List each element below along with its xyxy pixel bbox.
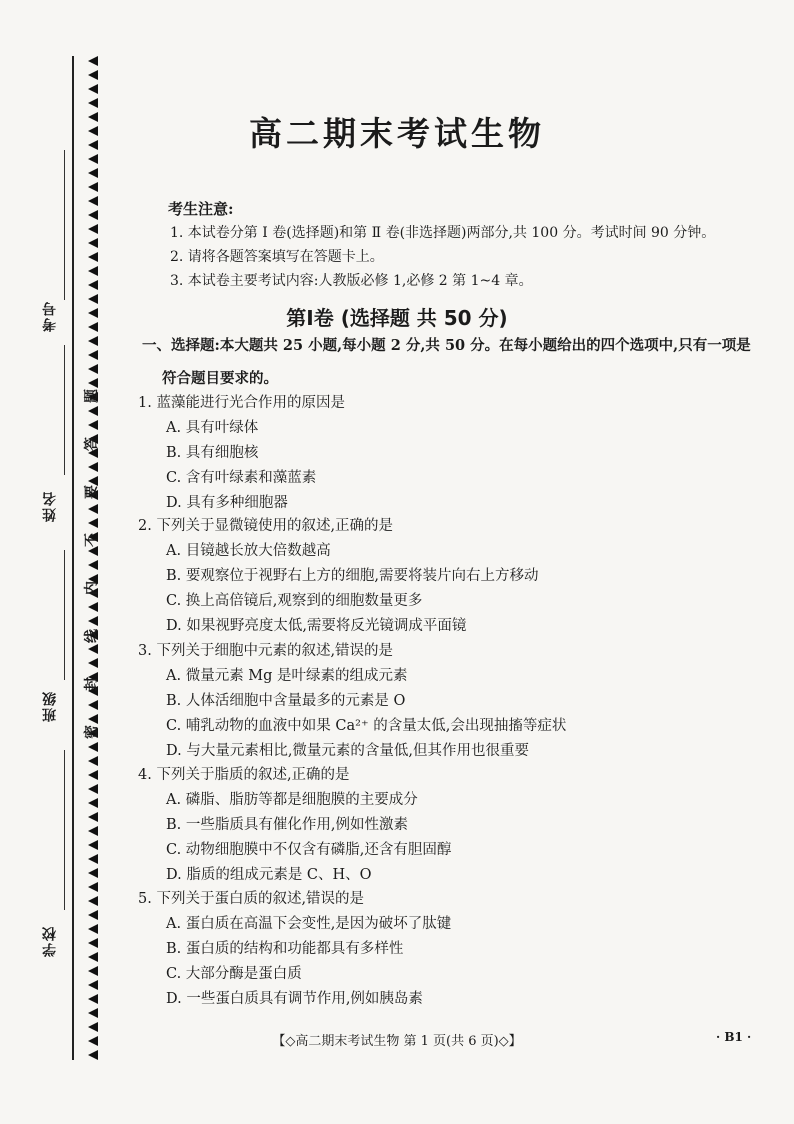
triangle-mark bbox=[88, 938, 98, 948]
triangle-mark bbox=[88, 560, 98, 570]
triangle-mark bbox=[88, 616, 98, 626]
triangle-mark bbox=[88, 994, 98, 1004]
seal-char: 线 bbox=[84, 629, 100, 643]
option-a: A. 目镜越长放大倍数越高 bbox=[166, 543, 331, 559]
triangle-mark bbox=[88, 742, 98, 752]
triangle-mark bbox=[88, 518, 98, 528]
triangle-mark bbox=[88, 154, 98, 164]
triangle-mark bbox=[88, 350, 98, 360]
seal-char: 要 bbox=[84, 485, 100, 499]
school-underline bbox=[64, 750, 65, 910]
triangle-mark bbox=[88, 714, 98, 724]
option-c: C. 大部分酶是蛋白质 bbox=[166, 966, 302, 982]
triangle-mark bbox=[88, 896, 98, 906]
triangle-mark bbox=[88, 364, 98, 374]
question-stem: 1. 蓝藻能进行光合作用的原因是 bbox=[138, 395, 345, 411]
option-c: C. 含有叶绿素和藻蓝素 bbox=[166, 470, 317, 486]
option-c: C. 换上高倍镜后,观察到的细胞数量更多 bbox=[166, 593, 423, 609]
name-underline bbox=[64, 345, 65, 475]
triangle-mark bbox=[88, 56, 98, 66]
triangle-mark bbox=[88, 406, 98, 416]
triangle-mark bbox=[88, 756, 98, 766]
name-label: 姓名 bbox=[42, 490, 58, 522]
triangle-mark bbox=[88, 854, 98, 864]
triangle-mark bbox=[88, 840, 98, 850]
notice-item: 2. 请将各题答案填写在答题卡上。 bbox=[170, 249, 384, 265]
triangle-mark bbox=[88, 98, 98, 108]
school-label: 学校 bbox=[42, 925, 58, 957]
triangle-mark bbox=[88, 658, 98, 668]
triangle-mark bbox=[88, 910, 98, 920]
option-c: C. 哺乳动物的血液中如果 Ca²⁺ 的含量太低,会出现抽搐等症状 bbox=[166, 718, 567, 734]
option-a: A. 微量元素 Mg 是叶绿素的组成元素 bbox=[166, 668, 408, 684]
question-stem: 5. 下列关于蛋白质的叙述,错误的是 bbox=[138, 891, 365, 907]
seal-char: 内 bbox=[84, 581, 100, 595]
class-underline bbox=[64, 550, 65, 680]
question-stem: 3. 下列关于细胞中元素的叙述,错误的是 bbox=[138, 643, 394, 659]
option-d: D. 具有多种细胞器 bbox=[166, 495, 288, 511]
triangle-mark bbox=[88, 812, 98, 822]
option-b: B. 蛋白质的结构和功能都具有多样性 bbox=[166, 941, 404, 957]
triangle-mark bbox=[88, 1050, 98, 1060]
triangle-mark bbox=[88, 238, 98, 248]
exam-title: 高二期末考试生物 bbox=[249, 114, 545, 153]
triangle-mark bbox=[88, 182, 98, 192]
triangle-mark bbox=[88, 420, 98, 430]
seal-char: 封 bbox=[84, 677, 100, 691]
notice-heading: 考生注意: bbox=[168, 200, 234, 218]
triangle-mark bbox=[88, 462, 98, 472]
triangle-mark bbox=[88, 966, 98, 976]
triangle-mark bbox=[88, 644, 98, 654]
triangle-mark bbox=[88, 700, 98, 710]
class-label: 班级 bbox=[42, 690, 58, 722]
triangle-mark bbox=[88, 84, 98, 94]
exam-number-underline bbox=[64, 150, 65, 300]
page-code: · B1 · bbox=[716, 1030, 752, 1044]
page-footer: 【◇高二期末考试生物 第 1 页(共 6 页)◇】 bbox=[272, 1034, 522, 1049]
option-d: D. 如果视野亮度太低,需要将反光镜调成平面镜 bbox=[166, 618, 467, 634]
option-a: A. 磷脂、脂肪等都是细胞膜的主要成分 bbox=[166, 792, 418, 808]
seal-char: 答 bbox=[84, 437, 100, 451]
triangle-mark bbox=[88, 266, 98, 276]
triangle-mark bbox=[88, 546, 98, 556]
triangle-mark bbox=[88, 70, 98, 80]
triangle-mark bbox=[88, 882, 98, 892]
triangle-mark bbox=[88, 602, 98, 612]
notice-item: 1. 本试卷分第 Ⅰ 卷(选择题)和第 Ⅱ 卷(非选择题)两部分,共 100 分。考试时间 90 分钟。 bbox=[170, 225, 716, 241]
question-stem: 4. 下列关于脂质的叙述,正确的是 bbox=[138, 767, 350, 783]
section-title: 第Ⅰ卷 (选择题 共 50 分) bbox=[286, 306, 508, 330]
triangle-mark bbox=[88, 168, 98, 178]
triangle-mark bbox=[88, 224, 98, 234]
binding-border-line bbox=[72, 56, 74, 1060]
triangle-mark bbox=[88, 336, 98, 346]
triangle-mark bbox=[88, 378, 98, 388]
triangle-mark bbox=[88, 1008, 98, 1018]
triangle-mark bbox=[88, 798, 98, 808]
triangle-mark bbox=[88, 784, 98, 794]
triangle-mark bbox=[88, 924, 98, 934]
notice-item: 3. 本试卷主要考试内容:人教版必修 1,必修 2 第 1~4 章。 bbox=[170, 273, 533, 289]
triangle-mark bbox=[88, 980, 98, 990]
option-b: B. 具有细胞核 bbox=[166, 445, 259, 461]
option-a: A. 蛋白质在高温下会变性,是因为破坏了肽键 bbox=[166, 916, 452, 932]
option-d: D. 一些蛋白质具有调节作用,例如胰岛素 bbox=[166, 991, 423, 1007]
triangle-mark bbox=[88, 504, 98, 514]
section-instruction: 一、选择题:本大题共 25 小题,每小题 2 分,共 50 分。在每小题给出的四个选项中,只有一项是 bbox=[142, 337, 751, 354]
triangle-mark bbox=[88, 252, 98, 262]
option-d: D. 脂质的组成元素是 C、H、O bbox=[166, 867, 372, 883]
seal-char: 不 bbox=[84, 533, 100, 547]
triangle-mark bbox=[88, 826, 98, 836]
triangle-mark bbox=[88, 868, 98, 878]
option-b: B. 人体活细胞中含量最多的元素是 O bbox=[166, 693, 406, 709]
triangle-mark bbox=[88, 196, 98, 206]
triangle-mark bbox=[88, 210, 98, 220]
question-stem: 2. 下列关于显微镜使用的叙述,正确的是 bbox=[138, 518, 394, 534]
option-d: D. 与大量元素相比,微量元素的含量低,但其作用也很重要 bbox=[166, 743, 530, 759]
option-c: C. 动物细胞膜中不仅含有磷脂,还含有胆固醇 bbox=[166, 842, 452, 858]
seal-char: 密 bbox=[84, 725, 100, 739]
exam-number-label: 考号 bbox=[42, 300, 58, 332]
seal-char: 题 bbox=[84, 389, 100, 403]
section-instruction-cont: 符合题目要求的。 bbox=[162, 370, 278, 387]
triangle-strip bbox=[86, 56, 100, 1060]
triangle-mark bbox=[88, 952, 98, 962]
triangle-mark bbox=[88, 770, 98, 780]
triangle-mark bbox=[88, 280, 98, 290]
option-b: B. 一些脂质具有催化作用,例如性激素 bbox=[166, 817, 408, 833]
option-a: A. 具有叶绿体 bbox=[166, 420, 259, 436]
option-b: B. 要观察位于视野右上方的细胞,需要将装片向右上方移动 bbox=[166, 568, 539, 584]
